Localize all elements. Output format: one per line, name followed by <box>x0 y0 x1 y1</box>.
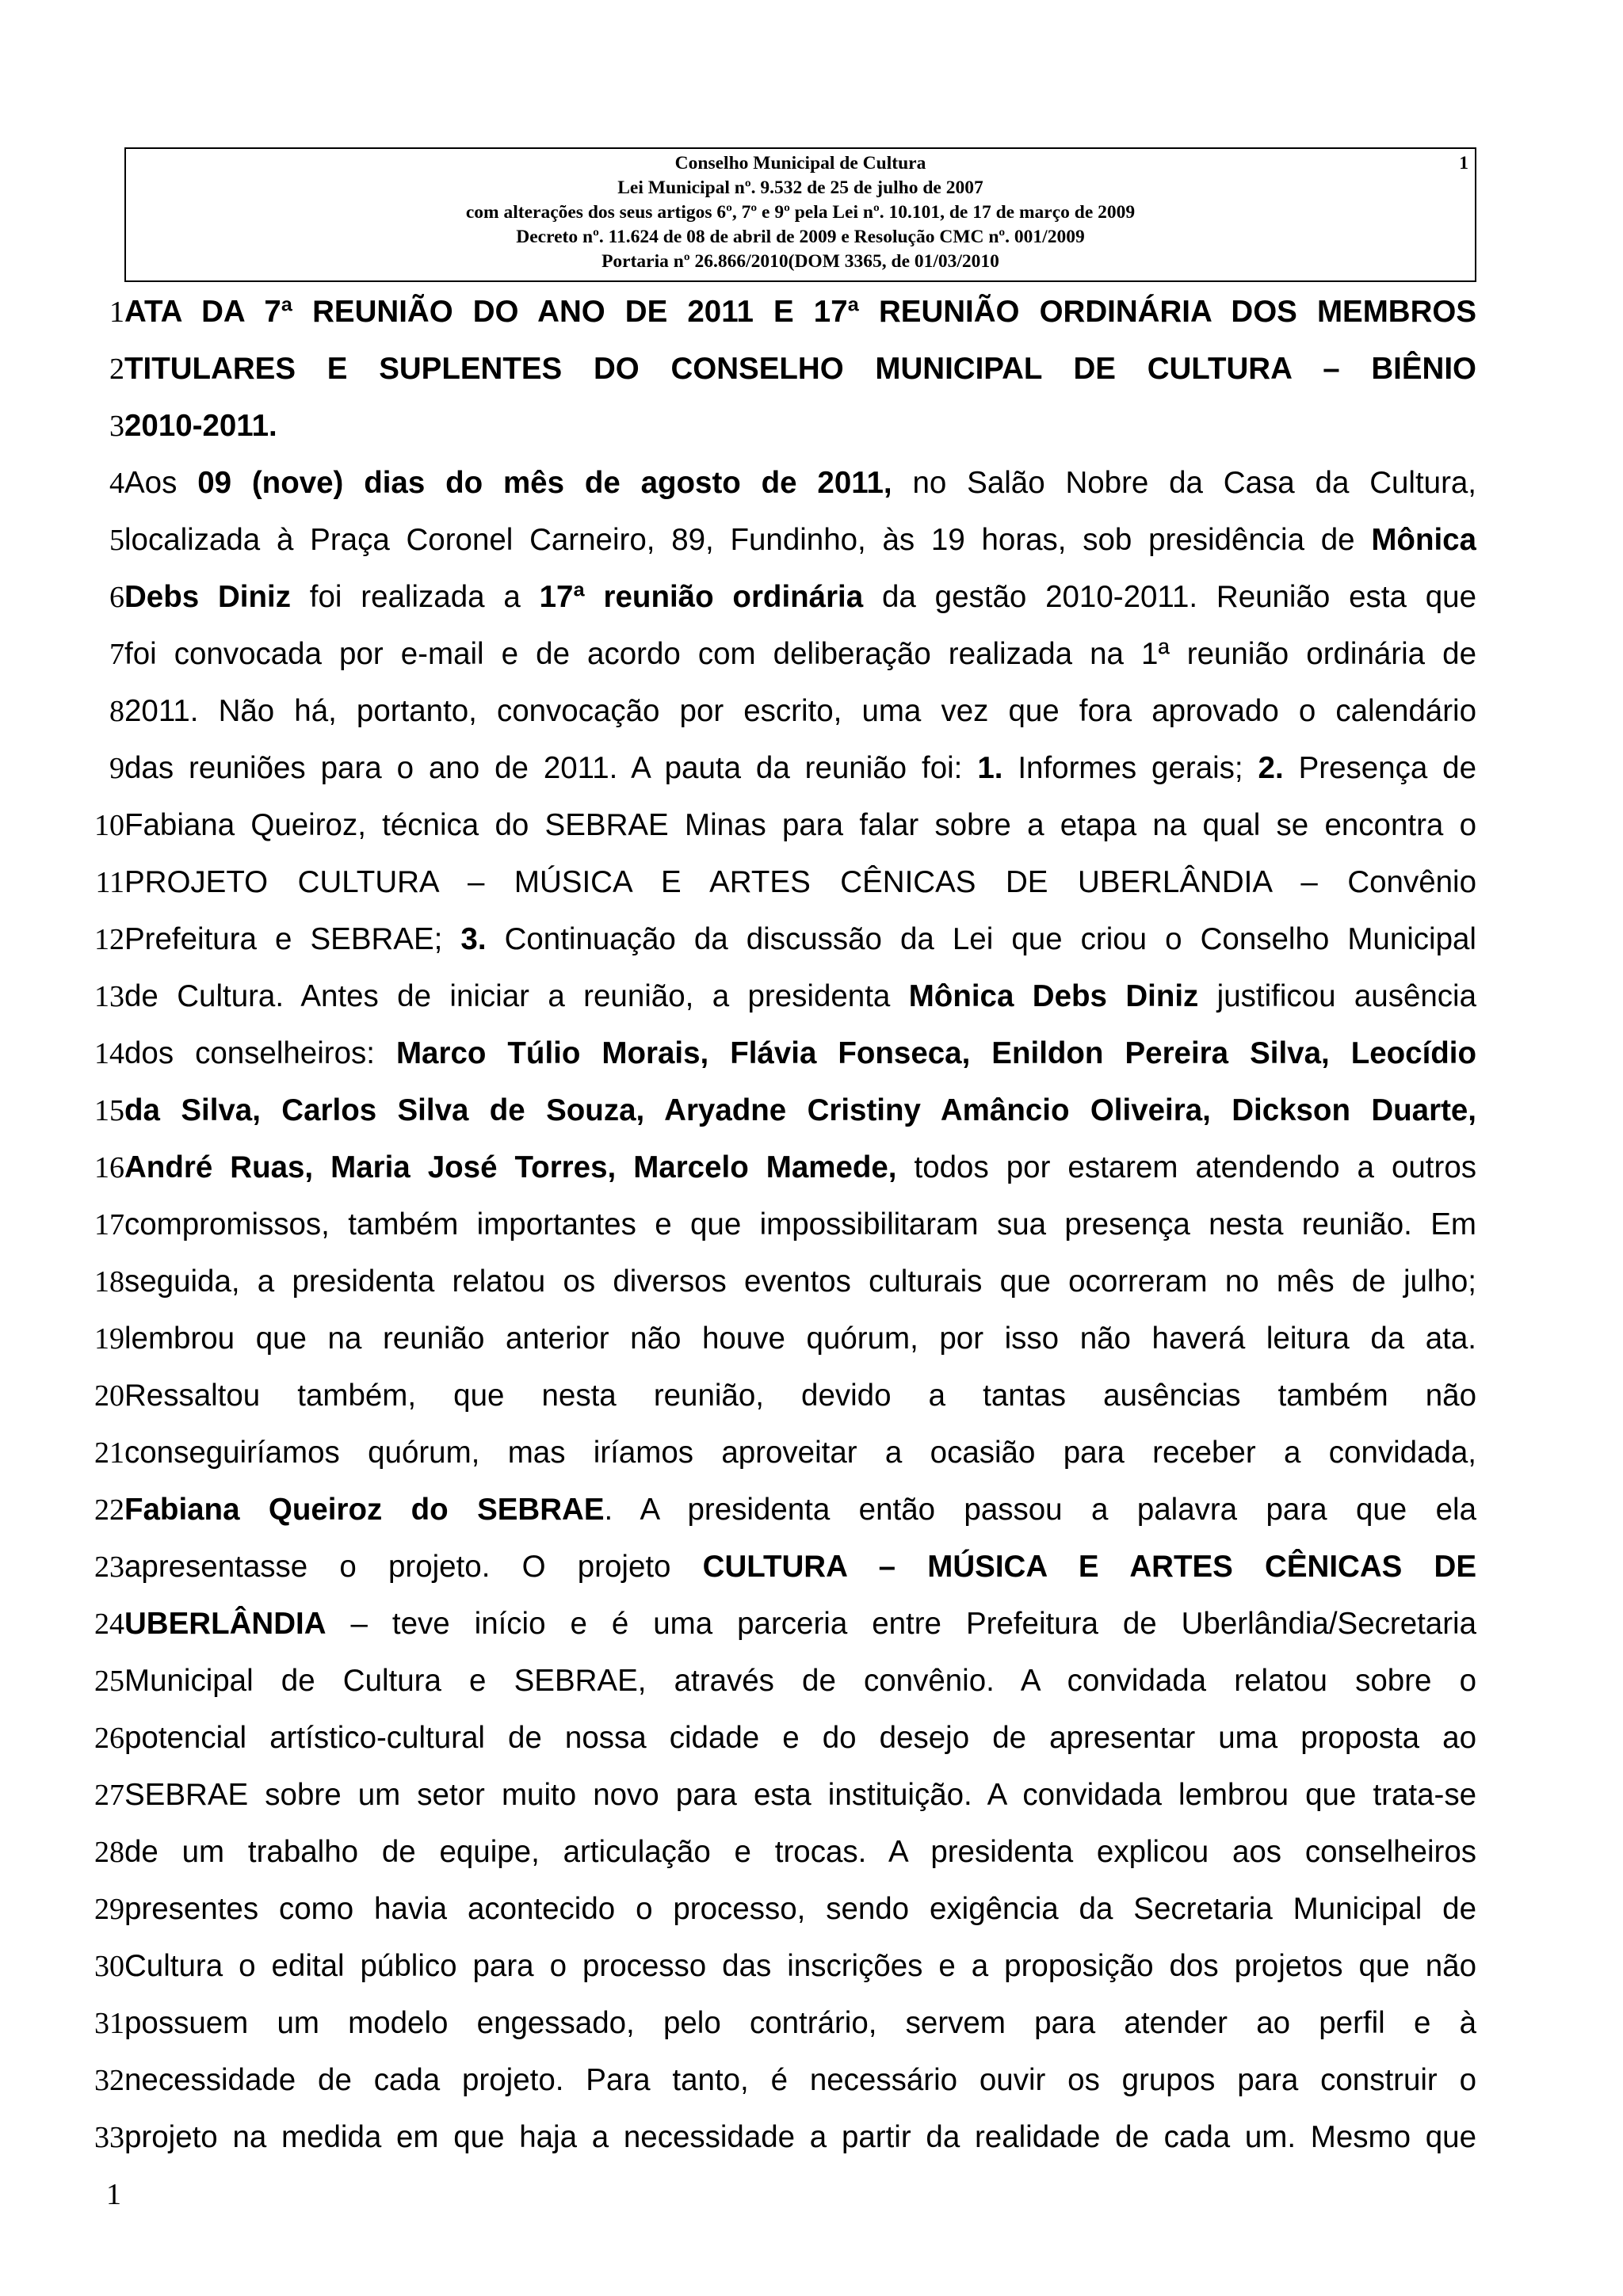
text-segment: das reuniões para o ano de 2011. A pauta da reunião foi: <box>124 751 978 785</box>
line-text <box>124 1310 1476 1367</box>
line-number: 13 <box>94 980 124 1013</box>
line-text <box>124 284 1476 341</box>
header-line: Lei Municipal nº. 9.532 de 25 de julho de 2007 <box>617 177 983 198</box>
text-line <box>0 284 1623 341</box>
line-text <box>124 2052 1476 2109</box>
line-number: 16 <box>94 1151 124 1184</box>
text-line <box>0 1425 1623 1482</box>
text-segment: Municipal de Cultura e SEBRAE, através de convênio. A convidada relatou sobre o <box>124 1664 1476 1698</box>
text-line <box>0 1139 1623 1196</box>
line-text <box>124 569 1476 626</box>
line-text <box>124 1253 1476 1310</box>
header-line: Decreto nº. 11.624 de 08 de abril de 2009 e Resolução CMC nº. 001/2009 <box>516 227 1085 247</box>
line-text <box>124 2109 1476 2166</box>
line-number: 31 <box>94 2007 124 2040</box>
line-text <box>124 455 1476 512</box>
text-line <box>0 1710 1623 1767</box>
line-text <box>124 911 1476 968</box>
document-header <box>124 147 1476 282</box>
line-number: 26 <box>94 1722 124 1755</box>
bold-text-segment: 2. <box>1258 751 1284 785</box>
line-number: 1 <box>109 296 124 329</box>
text-line <box>0 455 1623 512</box>
text-line <box>0 512 1623 569</box>
line-number: 27 <box>94 1779 124 1812</box>
line-number: 7 <box>109 638 124 671</box>
line-text <box>124 1539 1476 1596</box>
line-text <box>124 1767 1476 1824</box>
text-segment: Cultura o edital público para o processo das inscrições e a proposição dos projetos que não <box>124 1949 1476 1983</box>
line-number: 24 <box>94 1608 124 1641</box>
text-line <box>0 1196 1623 1253</box>
text-segment: Informes gerais; <box>1002 751 1258 785</box>
line-text <box>124 398 1476 455</box>
text-segment: 2011. Não há, portanto, convocação por escrito, uma vez que fora aprovado o calendário <box>124 694 1476 728</box>
text-line <box>0 398 1623 455</box>
line-number: 18 <box>94 1265 124 1299</box>
line-number: 14 <box>94 1037 124 1070</box>
text-segment: Prefeitura e SEBRAE; <box>124 922 461 956</box>
line-number: 5 <box>109 524 124 557</box>
bold-text-segment: Marco Túlio Morais, Flávia Fonseca, Enildon Pereira Silva, Leocídio <box>395 1036 1476 1070</box>
line-number: 20 <box>94 1379 124 1413</box>
line-text <box>124 1596 1476 1653</box>
line-text <box>124 1824 1476 1881</box>
text-segment: necessidade de cada projeto. Para tanto, é necessário ouvir os grupos para construir o <box>124 2063 1476 2097</box>
text-line <box>0 569 1623 626</box>
line-number: 19 <box>94 1322 124 1356</box>
text-line <box>0 1995 1623 2052</box>
text-segment: potencial artístico-cultural de nossa cidade e do desejo de apresentar uma proposta ao <box>124 1721 1476 1755</box>
text-line <box>0 1767 1623 1824</box>
line-text <box>124 1025 1476 1082</box>
text-segment: seguida, a presidenta relatou os diversos eventos culturais que ocorreram no mês de julho; <box>124 1264 1476 1299</box>
line-number: 8 <box>109 695 124 728</box>
line-number: 4 <box>109 467 124 500</box>
text-line <box>0 683 1623 740</box>
line-text <box>124 683 1476 740</box>
line-text <box>124 1938 1476 1995</box>
text-segment: . A presidenta então passou a palavra para que ela <box>604 1493 1476 1527</box>
bold-text-segment: Fabiana Queiroz do SEBRAE <box>124 1493 605 1527</box>
text-segment: SEBRAE sobre um setor muito novo para esta instituição. A convidada lembrou que trata-se <box>124 1778 1476 1812</box>
text-segment: conseguiríamos quórum, mas iríamos aproveitar a ocasião para receber a convidada, <box>124 1436 1476 1470</box>
text-segment: Ressaltou também, que nesta reunião, devido a tantas ausências também não <box>124 1379 1476 1413</box>
text-segment: no Salão Nobre da Casa da Cultura, <box>892 466 1476 500</box>
text-segment: justificou ausência <box>1198 979 1476 1013</box>
text-segment: localizada à Praça Coronel Carneiro, 89, Fundinho, às 19 horas, sob presidência de <box>124 523 1372 557</box>
text-segment: de um trabalho de equipe, articulação e trocas. A presidenta explicou aos conselheiros <box>124 1835 1476 1869</box>
line-text <box>124 1881 1476 1938</box>
text-line <box>0 968 1623 1025</box>
bold-text-segment: TITULARES E SUPLENTES DO CONSELHO MUNICIPAL DE CULTURA – BIÊNIO <box>124 352 1476 386</box>
text-line <box>0 1881 1623 1938</box>
line-number: 21 <box>94 1436 124 1470</box>
bold-text-segment: CULTURA – MÚSICA E ARTES CÊNICAS DE <box>702 1550 1476 1584</box>
header-page-number: 1 <box>1459 153 1468 174</box>
text-segment: Presença de <box>1283 751 1476 785</box>
text-segment: presentes como havia acontecido o processo, sendo exigência da Secretaria Municipal de <box>124 1892 1476 1926</box>
text-line <box>0 1539 1623 1596</box>
line-number: 32 <box>94 2064 124 2097</box>
header-line: com alterações dos seus artigos 6º, 7º e 9º pela Lei nº. 10.101, de 17 de março de 2009 <box>465 202 1136 223</box>
text-segment: projeto na medida em que haja a necessidade a partir da realidade de cada um. Mesmo que <box>124 2120 1476 2154</box>
text-segment: foi realizada a <box>290 580 540 614</box>
line-text <box>124 1995 1476 2052</box>
line-text <box>124 1196 1476 1253</box>
line-text <box>124 797 1476 854</box>
line-number: 28 <box>94 1836 124 1869</box>
text-segment: de Cultura. Antes de iniciar a reunião, a presidenta <box>124 979 909 1013</box>
text-segment: possuem um modelo engessado, pelo contrário, servem para atender ao perfil e à <box>124 2006 1476 2040</box>
bold-text-segment: 09 (nove) dias do mês de agosto de 2011, <box>197 466 892 500</box>
text-line <box>0 1596 1623 1653</box>
text-line <box>0 1253 1623 1310</box>
footer-page-number: 1 <box>106 2178 121 2211</box>
line-text <box>124 1367 1476 1425</box>
line-number: 3 <box>109 410 124 443</box>
line-number: 23 <box>94 1550 124 1584</box>
text-segment: foi convocada por e-mail e de acordo com deliberação realizada na 1ª reunião ordinária de <box>124 637 1476 671</box>
bold-text-segment: Debs Diniz <box>124 580 291 614</box>
text-line <box>0 2109 1623 2166</box>
header-line: Conselho Municipal de Cultura <box>674 153 926 174</box>
line-number: 17 <box>94 1208 124 1241</box>
text-line <box>0 1025 1623 1082</box>
text-line <box>0 797 1623 854</box>
line-number: 29 <box>94 1893 124 1926</box>
text-segment: apresentasse o projeto. O projeto <box>124 1550 703 1584</box>
line-text <box>124 1425 1476 1482</box>
text-line <box>0 1367 1623 1425</box>
line-text <box>124 1710 1476 1767</box>
line-number: 22 <box>94 1493 124 1527</box>
text-segment: todos por estarem atendendo a outros <box>896 1150 1476 1184</box>
text-segment: dos conselheiros: <box>124 1036 396 1070</box>
text-segment: compromissos, também importantes e que impossibilitaram sua presença nesta reunião. Em <box>124 1207 1476 1241</box>
text-segment: Continuação da discussão da Lei que criou o Conselho Municipal <box>486 922 1476 956</box>
line-number: 10 <box>94 809 124 842</box>
text-line <box>0 1310 1623 1367</box>
line-number: 33 <box>94 2121 124 2154</box>
line-text <box>124 740 1476 797</box>
text-segment: PROJETO CULTURA – MÚSICA E ARTES CÊNICAS DE UBERLÂNDIA – Convênio <box>124 865 1476 899</box>
text-line <box>0 2052 1623 2109</box>
text-line <box>0 1938 1623 1995</box>
text-segment: Aos <box>124 466 198 500</box>
line-number: 2 <box>109 353 124 386</box>
text-segment: lembrou que na reunião anterior não houve quórum, por isso não haverá leitura da ata. <box>124 1322 1476 1356</box>
text-line <box>0 1082 1623 1139</box>
line-number: 30 <box>94 1950 124 1983</box>
text-line <box>0 1824 1623 1881</box>
text-line <box>0 740 1623 797</box>
line-number: 6 <box>109 581 124 614</box>
text-segment: Fabiana Queiroz, técnica do SEBRAE Minas para falar sobre a etapa na qual se encontra o <box>124 808 1476 842</box>
text-segment: da gestão 2010-2011. Reunião esta que <box>863 580 1476 614</box>
bold-text-segment: 1. <box>977 751 1003 785</box>
text-line <box>0 1653 1623 1710</box>
line-text <box>124 626 1476 683</box>
text-segment: – teve início e é uma parceria entre Prefeitura de Uberlândia/Secretaria <box>326 1607 1476 1641</box>
bold-text-segment: 3. <box>460 922 487 956</box>
text-line <box>0 1482 1623 1539</box>
header-line: Portaria nº 26.866/2010(DOM 3365, de 01/03/2010 <box>601 251 999 272</box>
line-text <box>124 854 1476 911</box>
bold-text-segment: Mônica Debs Diniz <box>908 979 1199 1013</box>
line-text <box>124 1082 1476 1139</box>
line-number: 9 <box>109 752 124 785</box>
line-text <box>124 1482 1476 1539</box>
line-number: 11 <box>95 866 124 899</box>
line-number: 12 <box>94 923 124 956</box>
line-text <box>124 512 1476 569</box>
text-line <box>0 341 1623 398</box>
bold-text-segment: André Ruas, Maria José Torres, Marcelo Mamede, <box>124 1150 897 1184</box>
line-text <box>124 341 1476 398</box>
line-number: 25 <box>94 1665 124 1698</box>
bold-text-segment: da Silva, Carlos Silva de Souza, Aryadne Cristiny Amâncio Oliveira, Dickson Duarte, <box>124 1093 1476 1127</box>
text-line <box>0 854 1623 911</box>
text-line <box>0 911 1623 968</box>
line-text <box>124 1653 1476 1710</box>
bold-text-segment: Mônica <box>1371 523 1476 557</box>
line-number: 15 <box>94 1094 124 1127</box>
text-line <box>0 626 1623 683</box>
bold-text-segment: 17ª reunião ordinária <box>539 580 864 614</box>
bold-text-segment: UBERLÂNDIA <box>124 1607 327 1641</box>
line-text <box>124 968 1476 1025</box>
line-text <box>124 1139 1476 1196</box>
bold-text-segment: 2010-2011. <box>124 409 277 443</box>
bold-text-segment: ATA DA 7ª REUNIÃO DO ANO DE 2011 E 17ª REUNIÃO ORDINÁRIA DOS MEMBROS <box>124 295 1476 329</box>
